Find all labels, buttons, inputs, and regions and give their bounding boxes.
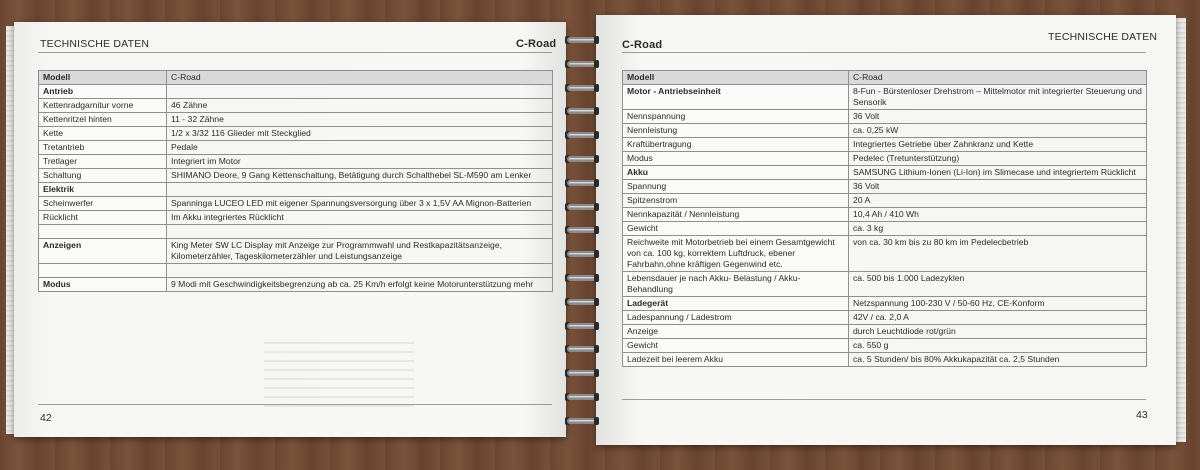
spec-value: Pedelec (Tretunterstützung) bbox=[849, 152, 1147, 166]
spec-row bbox=[623, 353, 1147, 367]
spec-label: Nennspannung bbox=[623, 110, 849, 124]
spec-label: Anzeigen bbox=[39, 239, 167, 264]
spec-row bbox=[623, 236, 1147, 272]
spec-row bbox=[39, 85, 553, 99]
spec-row bbox=[623, 208, 1147, 222]
spiral-ring bbox=[565, 153, 599, 165]
spec-value: 20 A bbox=[849, 194, 1147, 208]
right-footer-rule bbox=[622, 399, 1146, 400]
spec-label: Modell bbox=[39, 71, 167, 85]
spec-row bbox=[623, 71, 1147, 85]
spec-label: Akku bbox=[623, 166, 849, 180]
spiral-ring bbox=[565, 415, 599, 427]
spec-value: 36 Volt bbox=[849, 110, 1147, 124]
spec-row bbox=[39, 155, 553, 169]
spec-label: Ladezeit bei leerem Akku bbox=[623, 353, 849, 367]
spiral-ring bbox=[565, 177, 599, 189]
spec-value: 10,4 Ah / 410 Wh bbox=[849, 208, 1147, 222]
right-spec-table bbox=[622, 70, 1147, 367]
right-page-number: 43 bbox=[1136, 409, 1148, 421]
spec-row bbox=[39, 278, 553, 292]
spec-row bbox=[39, 71, 553, 85]
spec-label bbox=[39, 225, 167, 239]
spec-row bbox=[623, 124, 1147, 138]
spec-value: 9 Modi mit Geschwindigkeitsbegrenzung ab ca. 25 Km/h erfolgt keine Motorunterstützung mehr bbox=[167, 278, 553, 292]
spec-value: 1/2 x 3/32 116 Glieder mit Steckglied bbox=[167, 127, 553, 141]
spiral-ring bbox=[565, 391, 599, 403]
spiral-ring bbox=[565, 367, 599, 379]
spiral-ring bbox=[565, 34, 599, 46]
left-page-number: 42 bbox=[40, 412, 52, 424]
spiral-ring bbox=[565, 58, 599, 70]
spec-value: 42V / ca. 2,0 A bbox=[849, 311, 1147, 325]
spec-label: Nennkapazität / Nennleistung bbox=[623, 208, 849, 222]
spec-row bbox=[623, 85, 1147, 110]
spec-row bbox=[623, 297, 1147, 311]
spec-label: Modell bbox=[623, 71, 849, 85]
left-page bbox=[14, 22, 566, 437]
spiral-ring bbox=[565, 201, 599, 213]
spec-row bbox=[39, 264, 553, 278]
spec-value: Integriert im Motor bbox=[167, 155, 553, 169]
spec-label: Schaltung bbox=[39, 169, 167, 183]
right-header-model: C-Road bbox=[622, 39, 663, 51]
spec-label: Reichweite mit Motorbetrieb bei einem Gesamtgewicht von ca. 100 kg, korrektem Luftdruck, ebener Fahrbahn,ohne kräftigen Gegenwind etc. bbox=[623, 236, 849, 272]
spec-row bbox=[39, 99, 553, 113]
left-footer-rule bbox=[38, 404, 552, 405]
spiral-binding bbox=[565, 30, 599, 440]
spec-label: Tretlager bbox=[39, 155, 167, 169]
spec-label: Scheinwerfer bbox=[39, 197, 167, 211]
spec-value: C-Road bbox=[849, 71, 1147, 85]
left-spec-table bbox=[38, 70, 553, 292]
spec-value bbox=[167, 264, 553, 278]
spiral-ring bbox=[565, 272, 599, 284]
spec-row bbox=[623, 272, 1147, 297]
spec-label: Kette bbox=[39, 127, 167, 141]
spec-label: Gewicht bbox=[623, 222, 849, 236]
spec-label: Kettenradgarnitur vorne bbox=[39, 99, 167, 113]
spec-row bbox=[39, 127, 553, 141]
spec-label: Ladegerät bbox=[623, 297, 849, 311]
spec-value: SAMSUNG Lithium-Ionen (Li-Ion) im Slimecase und integriertem Rücklicht bbox=[849, 166, 1147, 180]
spiral-ring bbox=[565, 296, 599, 308]
spec-label: Kettenritzel hinten bbox=[39, 113, 167, 127]
spec-value: ca. 3 kg bbox=[849, 222, 1147, 236]
bleed-through-text bbox=[264, 342, 414, 412]
spec-label: Modus bbox=[39, 278, 167, 292]
spec-label: Motor - Antriebseinheit bbox=[623, 85, 849, 110]
spec-label: Rücklicht bbox=[39, 211, 167, 225]
spiral-ring bbox=[565, 320, 599, 332]
right-page-stack-edge bbox=[1176, 18, 1186, 442]
right-header-rule bbox=[622, 52, 1146, 53]
spiral-ring bbox=[565, 248, 599, 260]
spec-value: durch Leuchtdiode rot/grün bbox=[849, 325, 1147, 339]
spec-row bbox=[623, 194, 1147, 208]
spec-value: 46 Zähne bbox=[167, 99, 553, 113]
right-header-title: TECHNISCHE DATEN bbox=[1048, 31, 1158, 43]
spec-value: ca. 0,25 kW bbox=[849, 124, 1147, 138]
spec-label: Elektrik bbox=[39, 183, 167, 197]
spec-value: SHIMANO Deore, 9 Gang Kettenschaltung, Betätigung durch Schalthebel SL-M590 am Lenker bbox=[167, 169, 553, 183]
spec-value: C-Road bbox=[167, 71, 553, 85]
spiral-ring bbox=[565, 82, 599, 94]
spec-label: Tretantrieb bbox=[39, 141, 167, 155]
left-header-model: C-Road bbox=[516, 38, 557, 50]
spec-value: von ca. 30 km bis zu 80 km im Pedelecbetrieb bbox=[849, 236, 1147, 272]
spec-value: Im Akku integriertes Rücklicht bbox=[167, 211, 553, 225]
spec-row bbox=[39, 113, 553, 127]
spec-label: Kraftübertragung bbox=[623, 138, 849, 152]
spec-row bbox=[623, 325, 1147, 339]
spec-value bbox=[167, 85, 553, 99]
spec-label: Gewicht bbox=[623, 339, 849, 353]
spec-value: Spanninga LUCEO LED mit eigener Spannungsversorgung über 3 x 1,5V AA Mignon-Batterien bbox=[167, 197, 553, 211]
spec-value bbox=[167, 225, 553, 239]
spiral-ring bbox=[565, 129, 599, 141]
left-header-rule bbox=[38, 52, 552, 53]
spiral-ring bbox=[565, 343, 599, 355]
spec-row bbox=[623, 180, 1147, 194]
spec-row bbox=[39, 239, 553, 264]
spec-row bbox=[623, 110, 1147, 124]
left-header-title: TECHNISCHE DATEN bbox=[40, 38, 150, 50]
spec-label: Antrieb bbox=[39, 85, 167, 99]
spec-value: 8-Fun - Bürstenloser Drehstrom – Mittelmotor mit integrierter Steuerung und Sensorik bbox=[849, 85, 1147, 110]
spec-row bbox=[39, 197, 553, 211]
spec-value: ca. 500 bis 1.000 Ladezyklen bbox=[849, 272, 1147, 297]
spec-row bbox=[623, 152, 1147, 166]
spec-row bbox=[39, 169, 553, 183]
spec-value: Netzspannung 100-230 V / 50-60 Hz, CE-Konform bbox=[849, 297, 1147, 311]
spec-row bbox=[39, 211, 553, 225]
spec-label bbox=[39, 264, 167, 278]
spec-label: Spannung bbox=[623, 180, 849, 194]
spec-value: Integriertes Getriebe über Zahnkranz und Kette bbox=[849, 138, 1147, 152]
spec-label: Spitzenstrom bbox=[623, 194, 849, 208]
spec-label: Anzeige bbox=[623, 325, 849, 339]
spec-row bbox=[39, 141, 553, 155]
spec-value: 11 - 32 Zähne bbox=[167, 113, 553, 127]
spec-row bbox=[39, 225, 553, 239]
spec-label: Nennleistung bbox=[623, 124, 849, 138]
spiral-ring bbox=[565, 224, 599, 236]
right-page bbox=[596, 15, 1176, 445]
spec-label: Ladespannung / Ladestrom bbox=[623, 311, 849, 325]
spec-label: Modus bbox=[623, 152, 849, 166]
spec-row bbox=[623, 222, 1147, 236]
spec-row bbox=[39, 183, 553, 197]
spec-row bbox=[623, 166, 1147, 180]
spec-value bbox=[167, 183, 553, 197]
spec-value: King Meter SW LC Display mit Anzeige zur Programmwahl und Restkapazitätsanzeige, Kilometerzähler, Tageskilometerzähler und Leistungsanzeige bbox=[167, 239, 553, 264]
spec-value: ca. 550 g bbox=[849, 339, 1147, 353]
spec-row bbox=[623, 311, 1147, 325]
spec-value: Pedale bbox=[167, 141, 553, 155]
spiral-ring bbox=[565, 105, 599, 117]
spec-value: ca. 5 Stunden/ bis 80% Akkukapazität ca. 2,5 Stunden bbox=[849, 353, 1147, 367]
spec-row bbox=[623, 339, 1147, 353]
spec-label: Lebensdauer je nach Akku- Belastung / Akku- Behandlung bbox=[623, 272, 849, 297]
spec-row bbox=[623, 138, 1147, 152]
spec-value: 36 Volt bbox=[849, 180, 1147, 194]
